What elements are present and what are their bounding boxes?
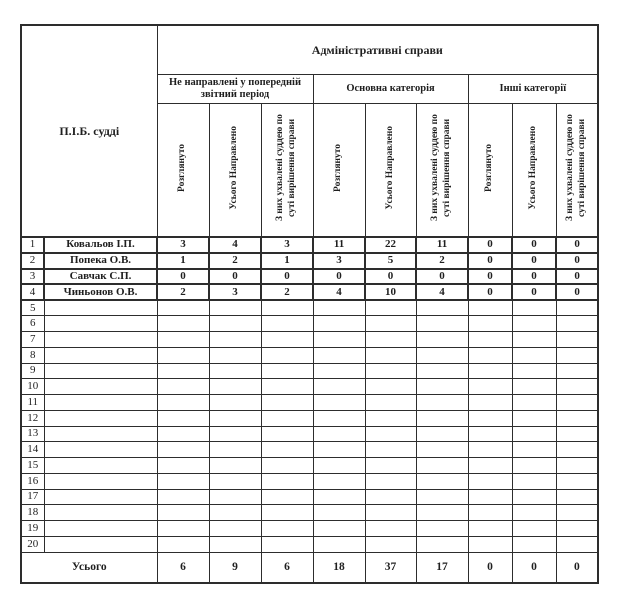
value-cell: [468, 505, 512, 521]
value-cell: [556, 473, 598, 489]
value-cell: [512, 426, 556, 442]
value-cell: 1: [157, 253, 209, 269]
header-row-top: [21, 25, 598, 75]
row-number-cell: 20: [21, 536, 44, 552]
subcolumn-header-total-sent: [365, 104, 416, 238]
header-administrative-cases: Адміністративні справи: [157, 25, 598, 75]
value-cell: [556, 505, 598, 521]
value-cell: 0: [468, 284, 512, 300]
value-cell: [416, 458, 468, 474]
subcolumn-header-decided-on-merits: [556, 104, 598, 238]
judge-name-cell: [44, 473, 157, 489]
judge-name-cell: [44, 426, 157, 442]
value-cell: [416, 442, 468, 458]
value-cell: 2: [416, 253, 468, 269]
value-cell: [556, 410, 598, 426]
value-cell: [512, 473, 556, 489]
judge-name-cell: [44, 300, 157, 316]
value-cell: 0: [512, 237, 556, 253]
value-cell: [313, 521, 365, 537]
judge-name-cell: [44, 379, 157, 395]
value-cell: [261, 505, 313, 521]
value-cell: [261, 426, 313, 442]
value-cell: [261, 300, 313, 316]
value-cell: [468, 410, 512, 426]
table-row: [21, 521, 598, 537]
value-cell: [209, 300, 261, 316]
value-cell: [556, 300, 598, 316]
table-row: [21, 269, 598, 285]
row-number-cell: 9: [21, 363, 44, 379]
subcolumn-header-total-sent: [209, 104, 261, 238]
table-row: [21, 442, 598, 458]
value-cell: 1: [261, 253, 313, 269]
value-cell: [468, 442, 512, 458]
rotated-label: З них ухвалені суддею по суті вирішення справи: [430, 114, 453, 221]
total-value-cell: 0: [468, 552, 512, 583]
value-cell: [468, 489, 512, 505]
subcolumn-header-considered: [157, 104, 209, 238]
value-cell: [261, 316, 313, 332]
value-cell: [556, 536, 598, 552]
value-cell: [468, 363, 512, 379]
value-cell: 11: [416, 237, 468, 253]
group-header-not-sent-previous-period: Не направлені у попередній звітний період: [157, 75, 313, 104]
value-cell: [556, 316, 598, 332]
value-cell: [157, 410, 209, 426]
rotated-label: З них ухвалені суддею по суті вирішення справи: [564, 114, 587, 221]
table-row: [21, 316, 598, 332]
value-cell: [365, 521, 416, 537]
value-cell: [209, 379, 261, 395]
table-row: [21, 536, 598, 552]
value-cell: [209, 521, 261, 537]
rotated-label: Усього Направлено: [229, 125, 240, 210]
value-cell: [365, 347, 416, 363]
value-cell: [468, 473, 512, 489]
value-cell: [365, 489, 416, 505]
value-cell: 2: [157, 284, 209, 300]
row-number-cell: 10: [21, 379, 44, 395]
value-cell: [261, 473, 313, 489]
group-header-main-category: Основна категорія: [313, 75, 468, 104]
value-cell: [365, 395, 416, 411]
row-number-cell: 11: [21, 395, 44, 411]
value-cell: [416, 332, 468, 348]
value-cell: [512, 347, 556, 363]
value-cell: [261, 442, 313, 458]
value-cell: [512, 363, 556, 379]
value-cell: [157, 426, 209, 442]
judge-name-cell: [44, 332, 157, 348]
value-cell: [416, 536, 468, 552]
value-cell: [365, 442, 416, 458]
subcolumn-header-decided-on-merits: [261, 104, 313, 238]
value-cell: 0: [556, 284, 598, 300]
value-cell: [209, 536, 261, 552]
value-cell: [556, 395, 598, 411]
value-cell: [209, 473, 261, 489]
value-cell: [416, 489, 468, 505]
row-number-cell: 13: [21, 426, 44, 442]
value-cell: [157, 505, 209, 521]
value-cell: [468, 426, 512, 442]
value-cell: [468, 332, 512, 348]
row-number-cell: 16: [21, 473, 44, 489]
value-cell: [365, 536, 416, 552]
value-cell: [261, 489, 313, 505]
judge-name-cell: Попека О.В.: [44, 253, 157, 269]
judge-name-cell: [44, 536, 157, 552]
value-cell: [468, 300, 512, 316]
table-row: [21, 284, 598, 300]
value-cell: 2: [209, 253, 261, 269]
value-cell: [209, 489, 261, 505]
value-cell: [209, 458, 261, 474]
value-cell: 4: [416, 284, 468, 300]
value-cell: [365, 300, 416, 316]
rotated-label: Усього Направлено: [384, 125, 395, 210]
judge-name-cell: [44, 521, 157, 537]
value-cell: 0: [365, 269, 416, 285]
value-cell: [313, 536, 365, 552]
value-cell: [157, 521, 209, 537]
value-cell: [157, 489, 209, 505]
value-cell: [365, 458, 416, 474]
value-cell: [157, 442, 209, 458]
value-cell: [468, 379, 512, 395]
value-cell: 11: [313, 237, 365, 253]
value-cell: 2: [261, 284, 313, 300]
row-number-cell: 6: [21, 316, 44, 332]
total-row: [21, 552, 598, 583]
value-cell: [556, 332, 598, 348]
value-cell: [556, 347, 598, 363]
value-cell: 0: [556, 253, 598, 269]
table-row: [21, 395, 598, 411]
value-cell: [157, 395, 209, 411]
table-row: [21, 363, 598, 379]
row-number-cell: 2: [21, 253, 44, 269]
value-cell: [365, 363, 416, 379]
value-cell: [416, 316, 468, 332]
value-cell: [512, 521, 556, 537]
value-cell: 0: [512, 284, 556, 300]
value-cell: 5: [365, 253, 416, 269]
judge-name-cell: [44, 442, 157, 458]
value-cell: [157, 347, 209, 363]
table-row: [21, 489, 598, 505]
value-cell: [512, 489, 556, 505]
table-row: [21, 505, 598, 521]
judge-name-cell: [44, 347, 157, 363]
total-value-cell: 17: [416, 552, 468, 583]
value-cell: [468, 395, 512, 411]
judge-name-cell: Ковальов І.П.: [44, 237, 157, 253]
value-cell: [313, 473, 365, 489]
row-number-cell: 5: [21, 300, 44, 316]
value-cell: 0: [556, 237, 598, 253]
value-cell: [313, 347, 365, 363]
value-cell: [313, 363, 365, 379]
value-cell: [416, 426, 468, 442]
judge-name-cell: Чиньонов О.В.: [44, 284, 157, 300]
value-cell: [157, 316, 209, 332]
court-statistics-table: [20, 24, 599, 584]
value-cell: [261, 395, 313, 411]
value-cell: [157, 536, 209, 552]
row-number-cell: 3: [21, 269, 44, 285]
value-cell: [313, 442, 365, 458]
table-row: [21, 253, 598, 269]
value-cell: [365, 505, 416, 521]
value-cell: [468, 458, 512, 474]
value-cell: 4: [313, 284, 365, 300]
judge-name-cell: [44, 410, 157, 426]
subcolumn-header-considered: [313, 104, 365, 238]
value-cell: 0: [416, 269, 468, 285]
value-cell: [157, 332, 209, 348]
value-cell: [468, 316, 512, 332]
value-cell: [512, 410, 556, 426]
total-value-cell: 9: [209, 552, 261, 583]
total-value-cell: 18: [313, 552, 365, 583]
value-cell: 22: [365, 237, 416, 253]
value-cell: [512, 442, 556, 458]
table-row: [21, 426, 598, 442]
value-cell: [209, 332, 261, 348]
value-cell: [313, 505, 365, 521]
value-cell: [512, 332, 556, 348]
row-number-cell: 8: [21, 347, 44, 363]
value-cell: [313, 300, 365, 316]
value-cell: [365, 332, 416, 348]
value-cell: [209, 505, 261, 521]
corner-header-judge-name: П.І.Б. судді: [21, 25, 157, 237]
value-cell: [157, 458, 209, 474]
row-number-cell: 14: [21, 442, 44, 458]
value-cell: [556, 442, 598, 458]
value-cell: [261, 458, 313, 474]
rotated-label: З них ухвалені суддею по суті вирішення справи: [275, 114, 298, 221]
value-cell: [261, 536, 313, 552]
row-number-cell: 7: [21, 332, 44, 348]
value-cell: [365, 379, 416, 395]
row-number-cell: 17: [21, 489, 44, 505]
judge-name-cell: [44, 363, 157, 379]
value-cell: 0: [468, 269, 512, 285]
value-cell: [209, 316, 261, 332]
value-cell: 3: [261, 237, 313, 253]
value-cell: [157, 473, 209, 489]
value-cell: [313, 426, 365, 442]
judge-name-cell: [44, 458, 157, 474]
value-cell: [512, 536, 556, 552]
value-cell: [512, 458, 556, 474]
value-cell: [261, 379, 313, 395]
subcolumn-header-decided-on-merits: [416, 104, 468, 238]
value-cell: 0: [157, 269, 209, 285]
value-cell: [512, 316, 556, 332]
value-cell: [261, 332, 313, 348]
value-cell: [416, 505, 468, 521]
row-number-cell: 19: [21, 521, 44, 537]
value-cell: [416, 363, 468, 379]
value-cell: [209, 442, 261, 458]
row-number-cell: 4: [21, 284, 44, 300]
value-cell: 10: [365, 284, 416, 300]
total-value-cell: 0: [556, 552, 598, 583]
judge-name-cell: [44, 489, 157, 505]
value-cell: 3: [157, 237, 209, 253]
value-cell: 0: [261, 269, 313, 285]
value-cell: [209, 395, 261, 411]
total-value-cell: 6: [261, 552, 313, 583]
value-cell: 0: [468, 253, 512, 269]
value-cell: [512, 395, 556, 411]
value-cell: [556, 521, 598, 537]
value-cell: [157, 300, 209, 316]
judge-name-cell: Савчак С.П.: [44, 269, 157, 285]
value-cell: [556, 363, 598, 379]
value-cell: [416, 473, 468, 489]
value-cell: [416, 347, 468, 363]
value-cell: [512, 505, 556, 521]
table-row: [21, 332, 598, 348]
total-value-cell: 6: [157, 552, 209, 583]
total-value-cell: 37: [365, 552, 416, 583]
value-cell: 0: [512, 253, 556, 269]
value-cell: [365, 426, 416, 442]
value-cell: [416, 521, 468, 537]
judge-name-cell: [44, 505, 157, 521]
value-cell: 4: [209, 237, 261, 253]
value-cell: [556, 458, 598, 474]
table-row: [21, 379, 598, 395]
subcolumn-header-considered: [468, 104, 512, 238]
value-cell: [261, 363, 313, 379]
value-cell: [261, 410, 313, 426]
value-cell: [157, 379, 209, 395]
value-cell: [512, 379, 556, 395]
subcolumn-header-total-sent: [512, 104, 556, 238]
value-cell: [209, 410, 261, 426]
judge-name-cell: [44, 395, 157, 411]
rotated-label: Усього Направлено: [528, 125, 539, 210]
value-cell: 0: [313, 269, 365, 285]
value-cell: [313, 395, 365, 411]
value-cell: [157, 363, 209, 379]
value-cell: [313, 316, 365, 332]
table-row: [21, 347, 598, 363]
total-value-cell: 0: [512, 552, 556, 583]
judge-name-cell: [44, 316, 157, 332]
rotated-label: Розглянуто: [484, 143, 495, 192]
row-number-cell: 18: [21, 505, 44, 521]
value-cell: 0: [512, 269, 556, 285]
value-cell: [313, 489, 365, 505]
value-cell: [468, 347, 512, 363]
table-row: [21, 458, 598, 474]
value-cell: [416, 395, 468, 411]
value-cell: [261, 521, 313, 537]
table-row: [21, 410, 598, 426]
value-cell: [468, 521, 512, 537]
table-row: [21, 300, 598, 316]
value-cell: 0: [556, 269, 598, 285]
value-cell: [556, 379, 598, 395]
value-cell: [365, 473, 416, 489]
value-cell: 0: [209, 269, 261, 285]
value-cell: [556, 426, 598, 442]
value-cell: 3: [209, 284, 261, 300]
value-cell: [512, 300, 556, 316]
rotated-label: Розглянуто: [177, 143, 188, 192]
value-cell: [313, 458, 365, 474]
value-cell: [209, 347, 261, 363]
value-cell: [313, 410, 365, 426]
value-cell: [556, 489, 598, 505]
value-cell: 0: [468, 237, 512, 253]
value-cell: [313, 379, 365, 395]
value-cell: [209, 363, 261, 379]
table-row: [21, 237, 598, 253]
value-cell: [261, 347, 313, 363]
value-cell: [365, 316, 416, 332]
table-row: [21, 473, 598, 489]
value-cell: [468, 536, 512, 552]
value-cell: [416, 300, 468, 316]
rotated-label: Розглянуто: [333, 143, 344, 192]
value-cell: 3: [313, 253, 365, 269]
row-number-cell: 12: [21, 410, 44, 426]
value-cell: [365, 410, 416, 426]
group-header-other-categories: Інші категорії: [468, 75, 598, 104]
value-cell: [209, 426, 261, 442]
value-cell: [416, 379, 468, 395]
row-number-cell: 1: [21, 237, 44, 253]
row-number-cell: 15: [21, 458, 44, 474]
value-cell: [416, 410, 468, 426]
value-cell: [313, 332, 365, 348]
total-label: Усього: [21, 552, 157, 583]
